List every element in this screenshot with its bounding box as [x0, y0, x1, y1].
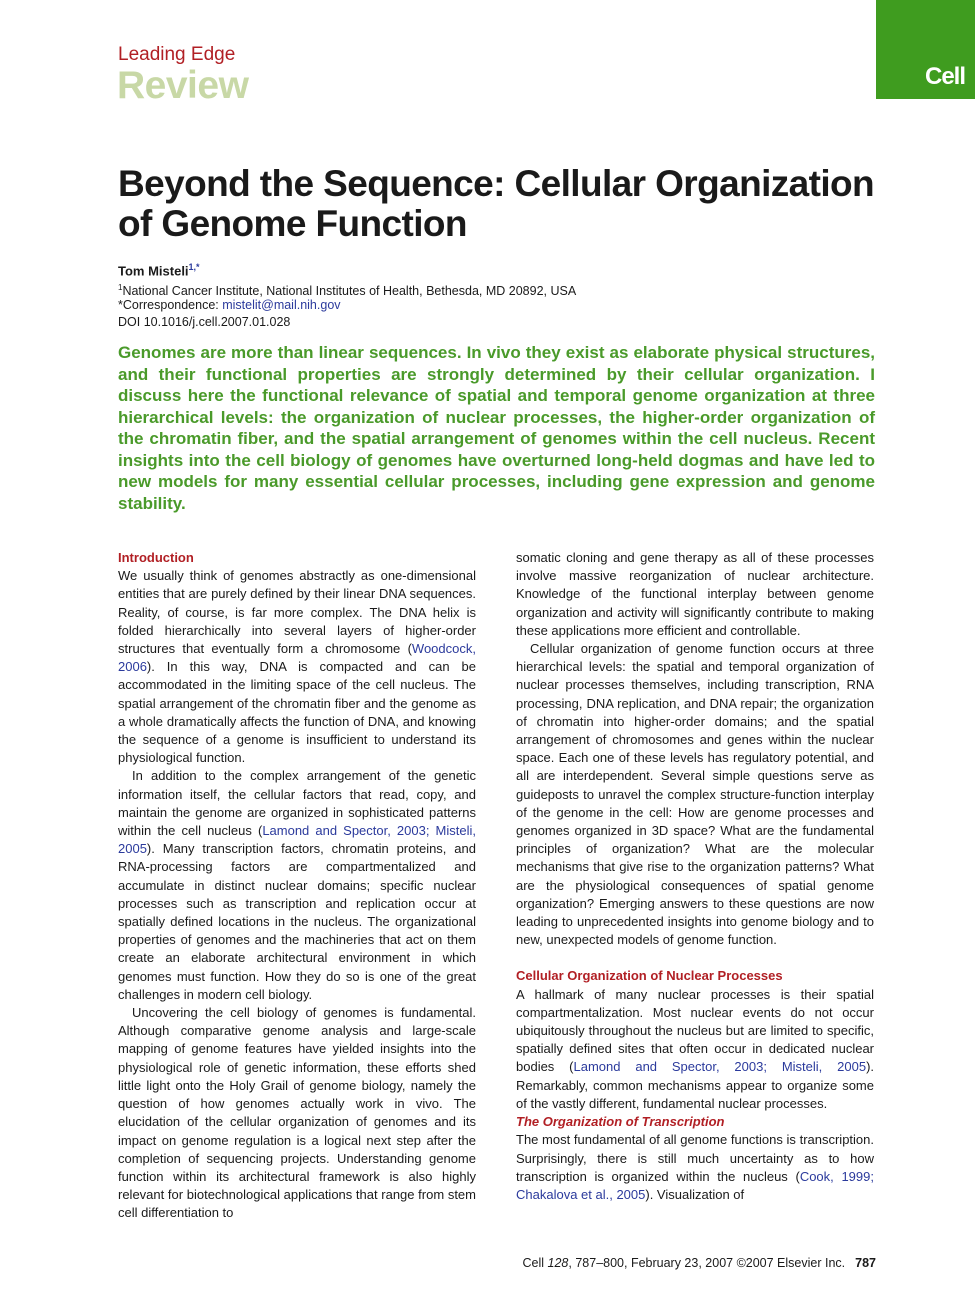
text-run: In addition to the complex arrangement of the genetic information itself, the cellular factors that read, copy, and maintain the genome are organized in sophisticated patterns within the cell nucleus (: [118, 768, 476, 839]
correspondence-email-link[interactable]: mistelit@mail.nih.gov: [222, 298, 341, 312]
page-number: 787: [855, 1256, 876, 1270]
subsection-heading-transcription: The Organization of Transcription: [516, 1114, 725, 1130]
footer-citation: , 787–800, February 23, 2007 ©2007 Elsevier Inc.: [568, 1256, 846, 1270]
doi: DOI 10.1016/j.cell.2007.01.028: [118, 315, 291, 329]
text-run: ). Many transcription factors, chromatin proteins, and RNA-processing factors are compartmentalized and accumulate in distinct nuclear domains; specific nuclear processes such as transcription and replication occur at spatially defined locations in the nucleus. The organizational properties of genomes and the machineries that act on them create an elaborate architectural environment in which genomes must function. How they do so is one of the great challenges in modern cell biology.: [118, 841, 476, 1002]
page-footer: [523, 1256, 876, 1270]
journal-logo-text: Cell: [924, 63, 965, 90]
text-run: We usually think of genomes abstractly as one-dimensional entities that are purely defined by their linear DNA sequences. Reality, of course, is far more complex. The DNA helix is folded hierarchically into several layers of higher-order structures that eventually form a chromosome (: [118, 568, 476, 657]
body-paragraph: Cellular organization of genome function occurs at three hierarchical levels: the spatial and temporal organization of nuclear processes themselves, including transcription, RNA processing, DNA replication, and DNA repair; the organization of chromatin into higher-order domains; and the spatial arrangement of chromosomes and genes within the nuclear space. Each one of these levels has regulatory potential, and all are interdependent. Several simple questions serve as guideposts to unravel the complex structure-function interplay of the genome in the cell: How are genome processes and genomes organized in 3D space? What are the fundamental principles of organization? What are the molecular mechanisms that give rise to the organization patterns? What are the physiological consequences of spatial genome organization? Emerging answers to these questions are now leading to unprecedented insights into genome biology and to new, unexpected models of genome function.: [516, 641, 874, 948]
section-spacer: [516, 949, 874, 967]
header-section: Review: [117, 64, 249, 107]
correspondence-label: *Correspondence:: [118, 298, 223, 312]
body-paragraph: Uncovering the cell biology of genomes is fundamental. Although comparative genome analysis and large-scale mapping of genome features have yielded insights into the physiological role of genetic information, these efforts shed little light onto the Holy Grail of genome biology, namely the question of how genomes actually work in vivo. The elucidation of the cellular organization of genomes and its impact on genome regulation is a logical next step after the completion of sequencing projects. Understanding genome function within its architectural framework is also highly relevant for biotechnological applications that range from stem cell differentiation to: [118, 1005, 476, 1221]
text-run: ). In this way, DNA is compacted and can be accommodated in the limiting space of the cell nucleus. The spatial arrangement of the chromatin fiber and the genome as a whole dramatically affects the function of DNA, and knowing the sequence of a genome is insufficient to understand its physiological function.: [118, 659, 476, 766]
header-kicker: Leading Edge: [118, 44, 236, 65]
text-run: A hallmark of many nuclear processes is their spatial compartmentalization. Most nuclear events do not occur ubiquitously throughout the nucleus but are limited to specific, spatially defined sites that often occur in dedicated nuclear bodies (: [516, 986, 874, 1075]
journal-logo: [876, 0, 975, 99]
affiliation-mark: 1: [118, 283, 123, 292]
correspondence: [118, 297, 341, 313]
author-line: [118, 262, 200, 278]
citation-link[interactable]: Woodcock, 2006: [118, 641, 476, 675]
body-paragraph: [118, 767, 476, 1004]
body-paragraph: somatic cloning and gene therapy as all of these processes involve massive reorganization of nuclear architecture. Knowledge of the functional interplay between genome organization and activity will significantly contribute to making these applications more efficient and controllable.: [516, 550, 874, 638]
body-column-left: [118, 549, 476, 1223]
body-paragraph: [516, 1131, 874, 1204]
text-run: ). Visualization of: [645, 1186, 745, 1202]
abstract: Genomes are more than linear sequences. In vivo they exist as elaborate physical structures, and their functional properties are strongly determined by their cellular organization. I discuss here the functional relevance of spatial and temporal genome organization at three hierarchical levels: the organization of nuclear processes, the higher-order organization of the chromatin fiber, and the spatial arrangement of genomes within the cell nucleus. Recent insights into the cell biology of genomes have overturned long-held dogmas and have led to new models for many essential cellular processes, including gene expression and genome stability.: [118, 343, 875, 513]
text-run: The most fundamental of all genome functions is transcription. Surprisingly, there is still much uncertainty as to how transcription is organized within the nucleus (: [516, 1132, 874, 1184]
footer-journal: Cell: [522, 1256, 548, 1270]
author-marks[interactable]: 1,*: [188, 262, 200, 272]
body-paragraph: [516, 986, 874, 1113]
text-run: ). Remarkably, common mechanisms appear to organize some of the vastly different, fundamental nuclear processes.: [516, 1059, 875, 1111]
author-name: Tom Misteli: [118, 263, 189, 279]
article-title: Beyond the Sequence: Cellular Organization of Genome Function: [118, 163, 875, 244]
citation-link[interactable]: Lamond and Spector, 2003; Misteli, 2005: [118, 823, 477, 857]
footer-volume: 128: [547, 1256, 569, 1270]
affiliation-text: National Cancer Institute, National Institutes of Health, Bethesda, MD 20892, USA: [122, 284, 577, 299]
citation-link[interactable]: Lamond and Spector, 2003; Misteli, 2005: [573, 1059, 867, 1075]
section-heading-introduction: Introduction: [118, 550, 194, 565]
citation-link[interactable]: Cook, 1999; Chakalova et al., 2005: [516, 1168, 874, 1202]
section-heading-nuclear-processes: Cellular Organization of Nuclear Processes: [516, 968, 783, 984]
body-paragraph: [118, 567, 476, 767]
body-column-right: [516, 549, 874, 1204]
